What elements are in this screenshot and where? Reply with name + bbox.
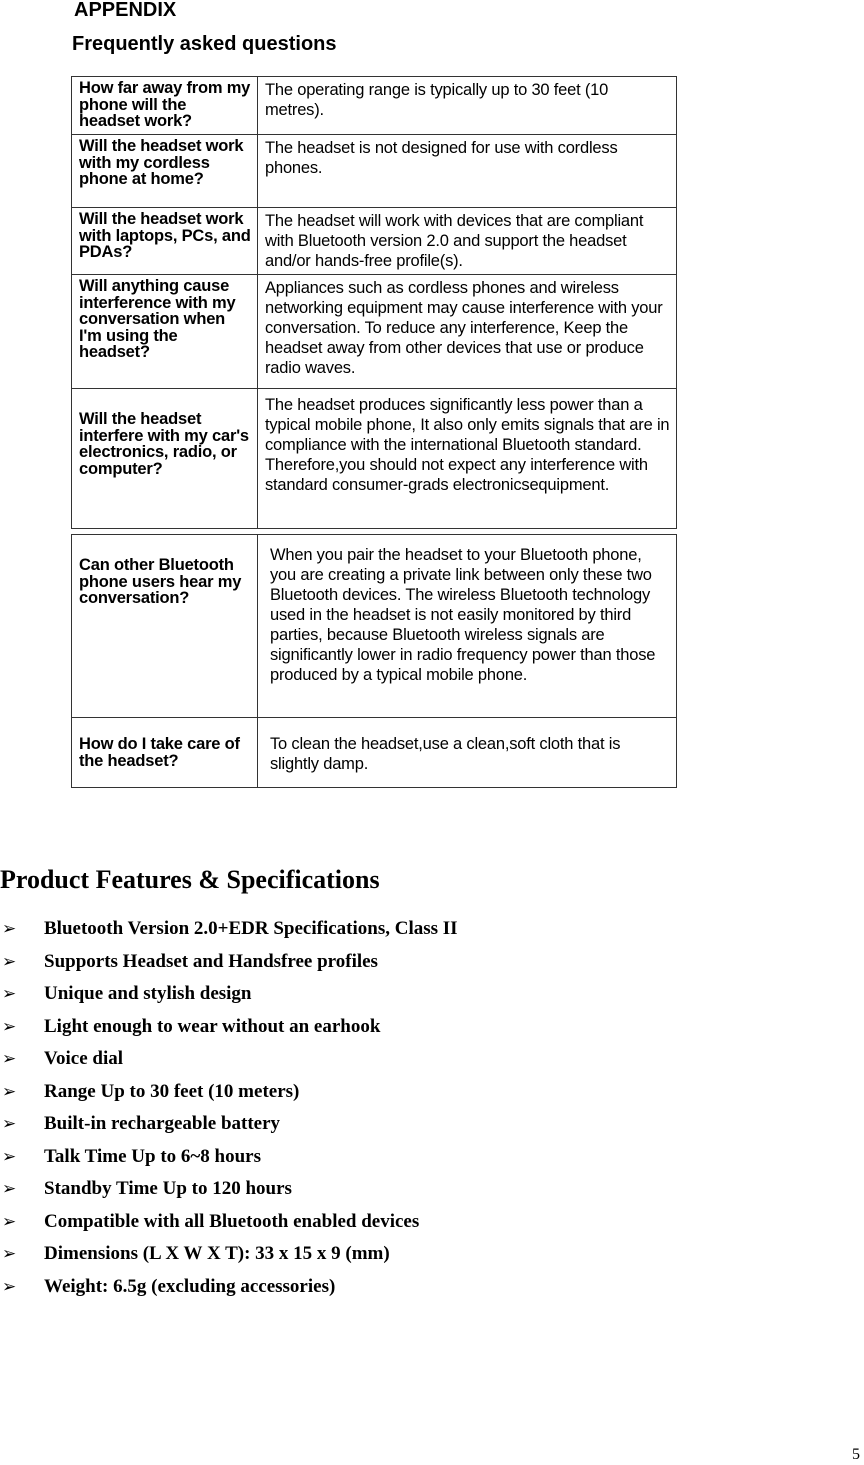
faq-question: Will the headset work with laptops, PCs, and PDAs? <box>72 208 258 275</box>
faq-table <box>71 76 677 788</box>
spec-item-text: Weight: 6.5g (excluding accessories) <box>44 1275 336 1297</box>
page-number: 5 <box>852 1446 860 1463</box>
spec-item-text: Standby Time Up to 120 hours <box>44 1178 292 1199</box>
faq-row <box>72 208 677 275</box>
arrow-bullet-icon: ➢ <box>2 1049 17 1069</box>
faq-answer: The headset produces significantly less power than a typical mobile phone, It also only emits signals that are in compliance with the international Bluetooth standard. Therefore,you should not expect any interference with standard consumer-grads electronicsequipment. <box>258 389 677 529</box>
arrow-bullet-icon: ➢ <box>2 951 17 972</box>
arrow-bullet-icon: ➢ <box>2 1016 17 1037</box>
faq-question: Will the headset interfere with my car's electronics, radio, or computer? <box>72 389 258 529</box>
arrow-bullet-icon: ➢ <box>2 1244 17 1264</box>
faq-answer: The headset will work with devices that are compliant with Bluetooth version 2.0 and support the headset and/or hands-free profile(s). <box>258 208 677 275</box>
faq-question: Can other Bluetooth phone users hear my conversation? <box>72 535 258 718</box>
arrow-bullet-icon: ➢ <box>2 1146 17 1167</box>
spec-item-text: Supports Headset and Handsfree profiles <box>44 950 378 972</box>
spec-item-text: Built-in rechargeable battery <box>44 1113 281 1134</box>
arrow-bullet-icon: ➢ <box>2 1114 17 1134</box>
faq-row <box>72 389 677 529</box>
faq-answer: The operating range is typically up to 30 feet (10 metres). <box>258 77 677 135</box>
arrow-bullet-icon: ➢ <box>2 1276 17 1297</box>
faq-question: Will anything cause interference with my conversation when I'm using the headset? <box>72 275 258 389</box>
faq-answer: Appliances such as cordless phones and wireless networking equipment may cause interference with your conversation. To reduce any interference, Keep the headset away from other devices that use or produce radio waves. <box>258 275 677 389</box>
faq-row <box>72 535 677 718</box>
faq-question: How do I take care of the headset? <box>72 718 258 788</box>
faq-answer: When you pair the headset to your Bluetooth phone, you are creating a private link between only these two Bluetooth devices. The wireless Bluetooth technology used in the headset is not easily monitored by third parties, because Bluetooth wireless signals are significantly lower in radio frequency power than those produced by a typical mobile phone. <box>258 535 677 718</box>
arrow-bullet-icon: ➢ <box>2 1179 17 1199</box>
spec-item-text: Light enough to wear without an earhook <box>44 1015 381 1037</box>
faq-answer: To clean the headset,use a clean,soft cloth that is slightly damp. <box>258 718 677 788</box>
faq-row <box>72 275 677 389</box>
faq-row <box>72 77 677 135</box>
faq-question: Will the headset work with my cordless phone at home? <box>72 135 258 208</box>
arrow-bullet-icon: ➢ <box>2 1081 17 1102</box>
arrow-bullet-icon: ➢ <box>2 1211 17 1232</box>
appendix-title: APPENDIX <box>74 0 177 21</box>
spec-item-text: Voice dial <box>44 1048 123 1069</box>
faq-title: Frequently asked questions <box>72 33 337 55</box>
specs-title: Product Features & Specifications <box>0 865 380 894</box>
faq-answer: The headset is not designed for use with cordless phones. <box>258 135 677 208</box>
spec-item-text: Unique and stylish design <box>44 983 252 1004</box>
arrow-bullet-icon: ➢ <box>2 984 17 1004</box>
spec-item-text: Dimensions (L X W X T): 33 x 15 x 9 (mm) <box>44 1243 390 1264</box>
faq-question: How far away from my phone will the headset work? <box>72 77 258 135</box>
faq-row <box>72 135 677 208</box>
spec-item-text: Talk Time Up to 6~8 hours <box>44 1145 262 1167</box>
spec-item-text: Compatible with all Bluetooth enabled devices <box>44 1210 420 1232</box>
spec-item-text: Range Up to 30 feet (10 meters) <box>44 1080 300 1102</box>
faq-row <box>72 718 677 788</box>
arrow-bullet-icon: ➢ <box>2 919 17 939</box>
spec-item-text: Bluetooth Version 2.0+EDR Specifications, Class II <box>44 918 458 939</box>
